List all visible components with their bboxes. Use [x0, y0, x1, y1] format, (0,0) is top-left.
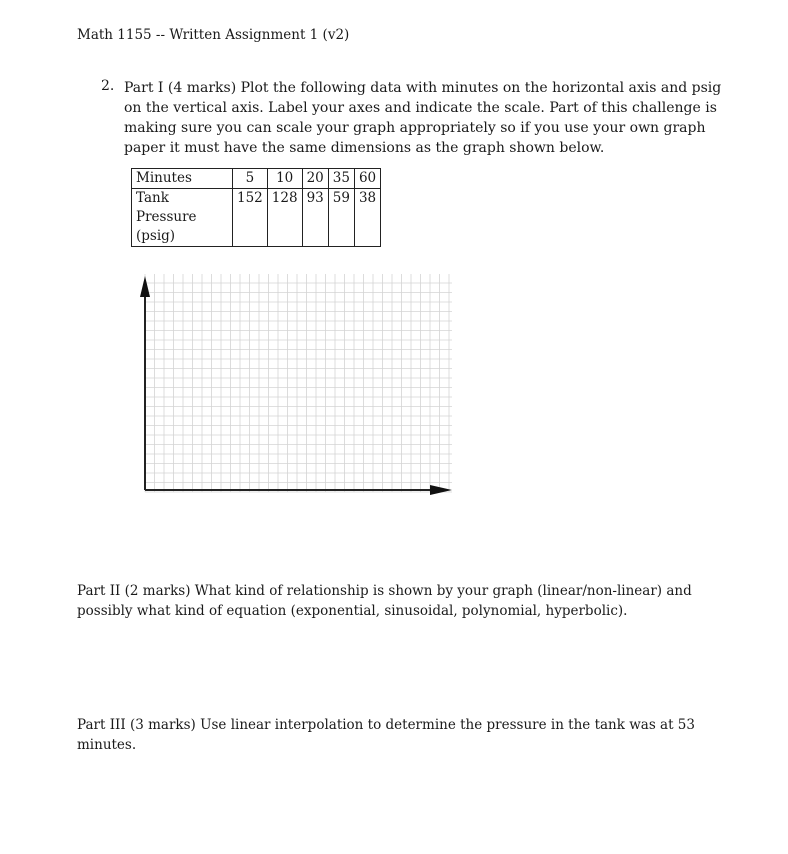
pressure-label-line: Pressure: [136, 209, 197, 225]
question-text: [124, 78, 724, 158]
question-number: 2.: [101, 78, 115, 94]
minutes-cell: 5: [233, 169, 268, 189]
question-line: Part I (4 marks) Plot the following data with minutes on the horizontal axis and psig: [124, 80, 722, 96]
question-line: on the vertical axis. Label your axes and indicate the scale. Part of this challenge is: [124, 100, 717, 116]
pressure-cell: 128: [267, 189, 302, 247]
part-three-line: Part III (3 marks) Use linear interpolation to determine the pressure in the tank was at 53: [77, 717, 695, 733]
part-two-line: Part II (2 marks) What kind of relationship is shown by your graph (linear/non-linear) and: [77, 583, 692, 599]
minutes-label: Minutes: [132, 169, 233, 189]
minutes-cell: 35: [328, 169, 354, 189]
pressure-label: [132, 189, 233, 247]
document-header: Math 1155 -- Written Assignment 1 (v2): [77, 27, 350, 43]
pressure-cell: 93: [302, 189, 328, 247]
pressure-cell: 152: [233, 189, 268, 247]
part-three-text: [77, 715, 717, 755]
minutes-cell: 20: [302, 169, 328, 189]
data-table: [131, 168, 381, 247]
table-row-pressure: [132, 189, 381, 247]
minutes-cell: 10: [267, 169, 302, 189]
pressure-cell: 38: [354, 189, 380, 247]
part-two-text: [77, 581, 717, 621]
minutes-cell: 60: [354, 169, 380, 189]
grid-lines: [145, 274, 452, 492]
pressure-label-line: Tank: [136, 190, 169, 206]
question-line: making sure you can scale your graph appropriately so if you use your own graph: [124, 120, 706, 136]
part-three-line: minutes.: [77, 737, 137, 753]
blank-graph-grid: [140, 268, 456, 502]
pressure-cell: 59: [328, 189, 354, 247]
pressure-label-line: (psig): [136, 228, 176, 244]
part-two-line: possibly what kind of equation (exponential, sinusoidal, polynomial, hyperbolic).: [77, 603, 628, 619]
question-line: paper it must have the same dimensions as the graph shown below.: [124, 140, 605, 156]
table-row-minutes: [132, 169, 381, 189]
y-axis-arrow-icon: [140, 276, 150, 297]
